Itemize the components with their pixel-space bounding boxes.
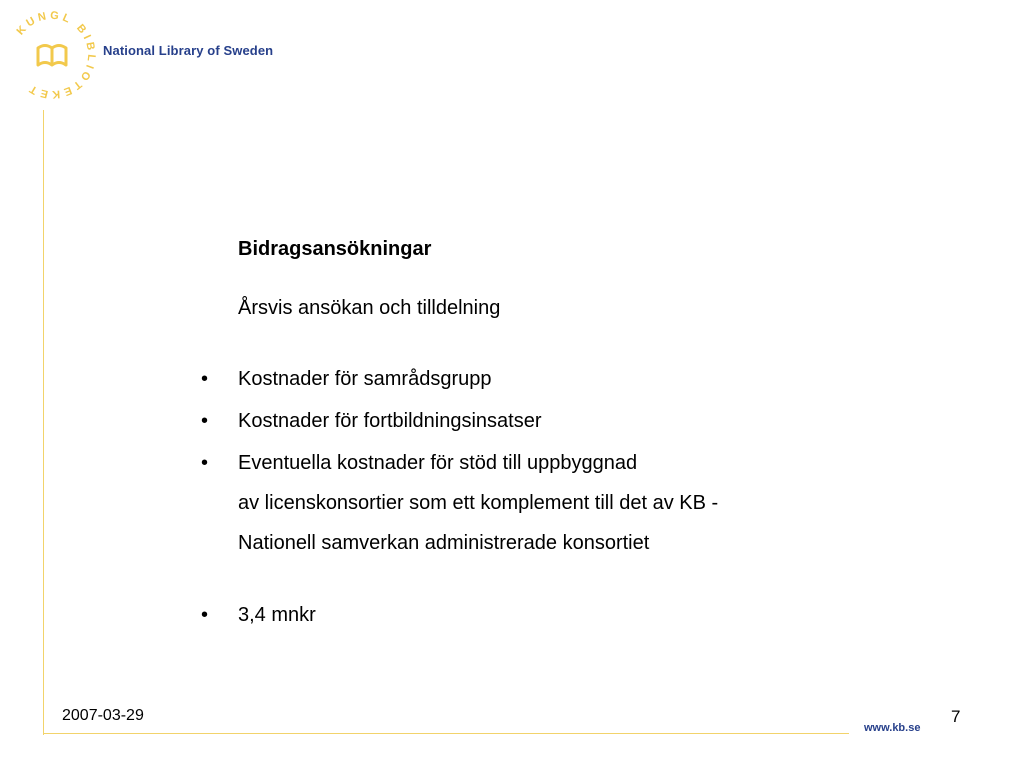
- bullet-line: Eventuella kostnader för stöd till uppbyggnad: [238, 452, 638, 474]
- accent-vertical-divider: [43, 110, 44, 735]
- bullet-text: [238, 359, 915, 399]
- slide-subtitle: Årsvis ansökan och tilldelning: [238, 297, 501, 319]
- bullet-item: [195, 359, 915, 399]
- bullet-line: Kostnader för samrådsgrupp: [238, 368, 492, 390]
- bullet-item: [195, 443, 915, 563]
- footer-date: 2007-03-29: [62, 707, 144, 724]
- royal-library-seal-icon: [5, 8, 99, 102]
- page-number: 7: [951, 707, 961, 726]
- bullet-marker: •: [201, 604, 209, 626]
- bullet-marker: •: [201, 410, 209, 432]
- bullet-line: av licenskonsortier som ett komplement till det av KB -: [238, 492, 719, 514]
- slide-content: [195, 232, 915, 637]
- svg-text:KUNGL BIBLIOTEKET: [15, 10, 98, 101]
- accent-horizontal-divider: [43, 733, 849, 734]
- org-name: National Library of Sweden: [103, 43, 274, 58]
- bullet-text: [238, 443, 915, 563]
- seal-ring-text: KUNGL BIBLIOTEKET: [14, 9, 98, 101]
- footer-url: www.kb.se: [864, 722, 921, 734]
- bullet-item: [195, 595, 915, 635]
- bullet-marker: •: [201, 452, 209, 474]
- bullet-line: Kostnader för fortbildningsinsatser: [238, 410, 542, 432]
- bullet-line: 3,4 mnkr: [238, 604, 316, 626]
- bullet-list: [195, 359, 915, 635]
- bullet-text: [238, 401, 915, 441]
- bullet-marker: •: [201, 368, 209, 390]
- slide-title: Bidragsansökningar: [238, 238, 432, 260]
- bullet-item: [195, 401, 915, 441]
- bullet-text: [238, 595, 915, 635]
- bullet-line: Nationell samverkan administrerade konsortiet: [238, 532, 650, 554]
